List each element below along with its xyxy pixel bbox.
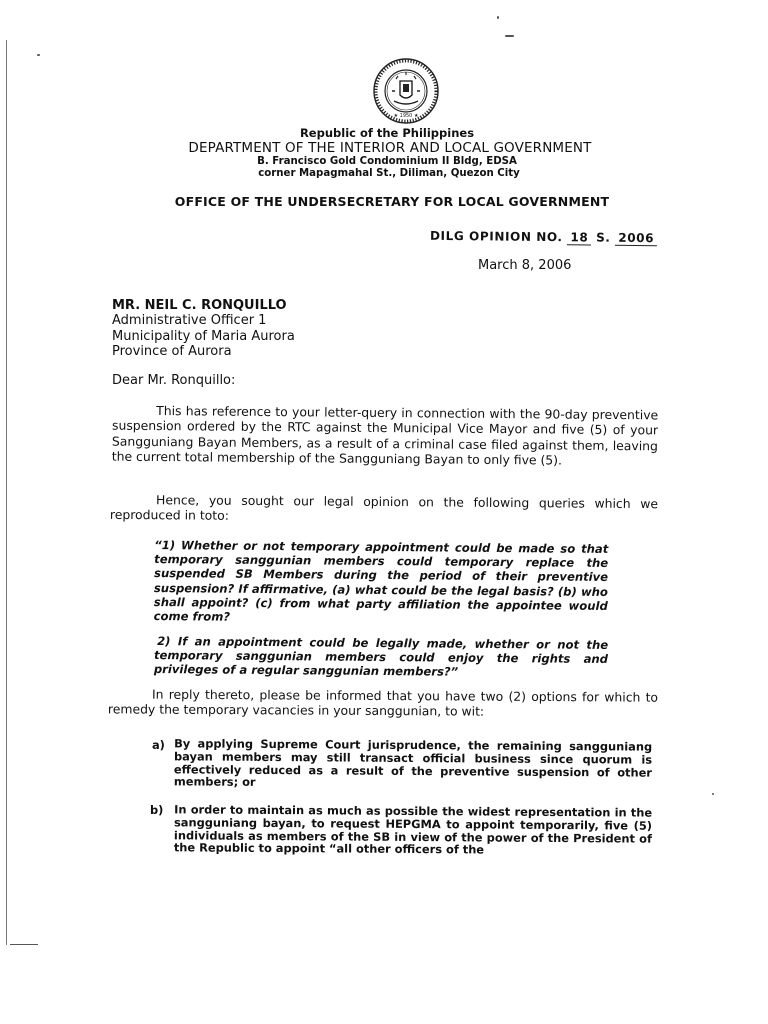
option-a-label: a)	[152, 738, 165, 752]
recipient-title: Administrative Officer 1	[112, 313, 267, 328]
option-a-text: By applying Supreme Court jurisprudence, the remaining sangguniang bayan members may still transact official business since quorum is effectively reduced as a result of the preventive suspension of other members; or	[173, 736, 653, 790]
body-paragraph-queries-intro: Hence, you sought our legal opinion on the following queries which we reproduced in toto:	[109, 492, 659, 524]
svg-text:★ 1950 ★: ★ 1950 ★	[393, 113, 419, 119]
scan-speck	[37, 54, 40, 56]
scan-speck	[497, 16, 499, 19]
letterhead-office: OFFICE OF THE UNDERSECRETARY FOR LOCAL GOVERNMENT	[174, 194, 610, 209]
query-1: “1) Whether or not temporary appointment could be made so that temporary sanggunian members could temporary replace the suspended SB Members during the period of their preventive suspension? If affirmative, (a) what could be the legal basis? (b) who shall appoint? (c) from what party affiliation the appointee would come from?	[153, 538, 609, 624]
letterhead-republic: Republic of the Philippines	[299, 126, 475, 140]
letterhead-address-line2: corner Mapagmahal St., Diliman, Quezon City	[258, 168, 520, 179]
option-b-label: b)	[150, 803, 164, 817]
recipient-municipality: Municipality of Maria Aurora	[112, 329, 295, 344]
letterhead-department: DEPARTMENT OF THE INTERIOR AND LOCAL GOVERNMENT	[188, 140, 592, 156]
letterhead-address-line1: B. Francisco Gold Condominium II Bldg, EDSA	[257, 156, 517, 167]
option-b-text: In order to maintain as much as possible the widest representation in the sangguniang bayan, to request HEPGMA to appoint temporarily, five (5) individuals as members of the SB in view of the power of the President of the Republic to appoint “all other officers of the	[173, 802, 653, 857]
body-paragraph-reference: This has reference to your letter-query in connection with the 90-day preventive suspension ordered by the RTC against the Municipal Vice Mayor and five (5) of your Sangguniang Bayan Members, as a result of a criminal case filed against them, leaving the current total membership of the Sangguniang Bayan to only five (5).	[111, 403, 659, 468]
opinion-series-label: S.	[596, 230, 611, 245]
government-seal-icon	[372, 57, 440, 125]
opinion-reference	[430, 229, 657, 245]
opinion-number: 18	[567, 230, 591, 245]
scan-speck	[505, 35, 514, 37]
opinion-year: 2006	[615, 231, 657, 246]
body-paragraph-reply: In reply thereto, please be informed that you have two (2) options for which to remedy the temporary vacancies in your sanggunian, to wit:	[107, 686, 659, 719]
recipient-province: Province of Aurora	[112, 344, 232, 359]
letter-date: March 8, 2006	[478, 258, 572, 273]
page-edge-mark	[10, 944, 38, 945]
scan-speck	[712, 793, 714, 795]
salutation: Dear Mr. Ronquillo:	[112, 373, 236, 388]
opinion-prefix: DILG OPINION NO.	[429, 228, 563, 245]
recipient-name: MR. NEIL C. RONQUILLO	[112, 298, 287, 313]
query-2: 2) If an appointment could be legally made, whether or not the temporary sanggunian members could enjoy the rights and privileges of a regular sanggunian members?”	[153, 634, 609, 680]
